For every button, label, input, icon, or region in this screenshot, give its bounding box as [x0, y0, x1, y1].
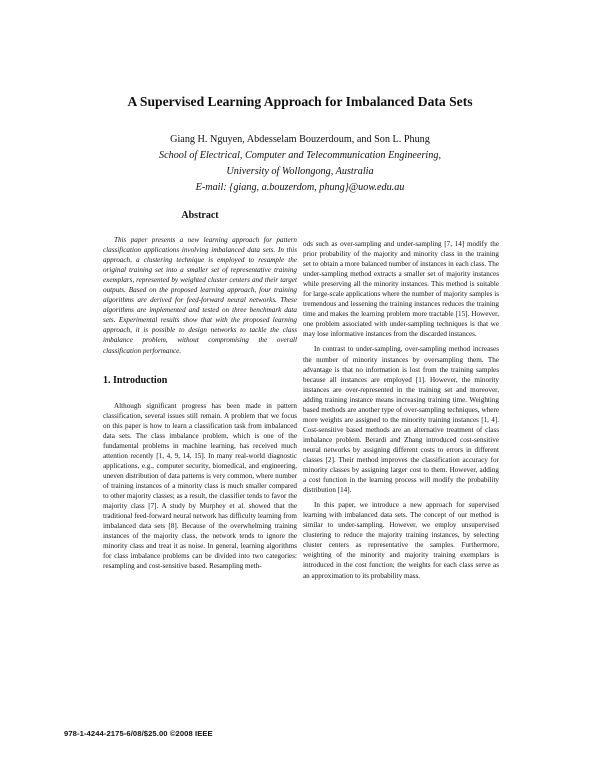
paper-title: A Supervised Learning Approach for Imbalanced Data Sets — [127, 94, 473, 109]
right-column — [303, 239, 499, 586]
affiliation-line-1: School of Electrical, Computer and Telecommunication Engineering, — [158, 150, 441, 161]
author-block — [0, 132, 600, 196]
introduction-heading: 1. Introduction — [103, 374, 168, 386]
author-names: Giang H. Nguyen, Abdesselam Bouzerdoum, and Son L. Phung — [170, 134, 430, 145]
body-paragraph-oversampling: In contrast to under-sampling, over-sampling method increases the number of minority instances by oversampling them. The advantage is that no information is lost from the training samples because all instances are employed [1]. However, the minority instances are over-represented in the training set and moreover, adding training instance means increasing training time. Weighting based methods are another type of over-sampling techniques, where more weights are assigned to the minority training instances [1, 4]. Cost-sensitive based methods are an alternative treatment of class imbalance problem. Berardi and Zhang introduced cost-sensitive neural networks by assigning different costs to errors in different classes [2]. Their method improves the classification accuracy for minority classes by assigning larger cost to them. However, adding a cost function in the learning process will modify the probability distribution [14]. — [303, 345, 499, 495]
author-email: E-mail: {giang, a.bouzerdom, phung}@uow.edu.au — [195, 182, 405, 193]
introduction-paragraph: Although significant progress has been made in pattern classification, several issues still remain. A problem that we focus on this paper is how to learn a classification task from imbalanced data sets. The class imbalance problem, which is one of the fundamental problems in machine learning, has received much attention recently [1, 4, 9, 14, 15]. In many real-world diagnostic applications, e.g., computer security, biomedical, and engineering, uneven distribution of data patterns is very common, where number of training instances of a minority class is much smaller compared to other majority classes; as a result, the classifier tends to favor the majority class [7]. A study by Murphey et al. showed that the traditional feed-forward neural network has difficulty learning from imbalanced data sets [8]. Because of the overwhelming training instances of the majority class, the network tends to ignore the minority class and treat it as noise. In general, learning algorithms for class imbalance problems can be divided into two categories: resampling and cost-sensitive based. Resampling meth- — [103, 401, 297, 571]
left-column — [103, 210, 297, 576]
abstract-heading: Abstract — [181, 210, 219, 221]
affiliation-line-2: University of Wollongong, Australia — [226, 166, 374, 177]
body-paragraph-proposed-approach: In this paper, we introduce a new approach for supervised learning with imbalanced data sets. The concept of our method is similar to under-sampling. However, we employ unsupervised clustering to reduce the majority training instances, by selecting cluster centers as representative the samples. Furthermore, weighting of the minority and majority training exemplars is introduced in the cost function; the weights for each class serve as an approximation to its probability mass. — [303, 501, 499, 580]
abstract-text: This paper presents a new learning approach for pattern classification applications involving imbalanced data sets. In this approach, a clustering technique is employed to resample the original training set into a smaller set of representative training exemplars, represented by weighted cluster centers and their target outputs. Based on the proposed learning approach, four training algorithms are derived for feed-forward neural networks. These algorithms are implemented and tested on three benchmark data sets. Experimental results show that with the proposed learning approach, it is possible to design networks to tackle the class imbalance problem, without compromising the overall classification performance. — [103, 236, 297, 355]
copyright-footer: 978-1-4244-2175-6/08/$25.00 ©2008 IEEE — [64, 729, 213, 738]
body-paragraph-continued: ods such as over-sampling and under-sampling [7, 14] modify the prior probability of the majority and minority class in the training set to obtain a more balanced number of instances in each class. The under-sampling method extracts a smaller set of majority instances while preserving all the minority instances. This method is suitable for large-scale applications where the number of majority samples is tremendous and lessening the training instances reduces the training time and makes the learning problem more tractable [15]. However, one problem associated with under-sampling techniques is that we may lose informative instances from the discarded instances. — [303, 240, 499, 339]
